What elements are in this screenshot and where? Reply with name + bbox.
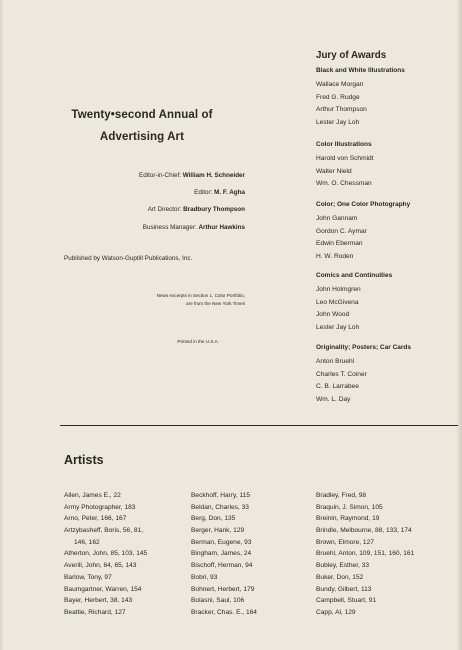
artist-entry: Bayer, Herbert, 38, 143: [64, 597, 133, 605]
artist-entry: Bischoff, Herman, 94: [191, 562, 253, 570]
jury-member: John Gannam: [316, 215, 358, 222]
artist-entry: Capp, Al, 129: [316, 608, 356, 616]
artist-entry: Barlow, Tony, 97: [64, 573, 112, 581]
editorial-credits: [40, 171, 245, 240]
artist-entry: Averill, John, 64, 65, 143: [64, 562, 137, 570]
jury-section: [316, 200, 458, 265]
news-note: [60, 292, 245, 309]
artist-entry: Army Photographer, 183: [64, 503, 136, 511]
jury-section-heading: Color; One Color Photography: [316, 201, 411, 208]
credit-label: Editor:: [194, 189, 215, 197]
jury-member: Arthur Thompson: [316, 106, 367, 114]
title-line: Twenty•second Annual of: [71, 109, 213, 121]
jury-member: Anton Bruehl: [316, 358, 355, 365]
artist-entry: Bohnert, Herbert, 179: [191, 585, 255, 593]
credit-art-director: [40, 205, 245, 222]
artist-entry: Beckhoff, Harry, 115: [191, 492, 251, 499]
artist-entry: Bundy, Gilbert, 113: [316, 585, 372, 593]
printed-in-usa: Printed in the U.S.A.: [177, 339, 219, 344]
artist-entry: Berg, Don, 135: [191, 515, 236, 523]
credit-name: Bradbury Thompson: [183, 206, 245, 214]
artist-entry: Artzybasheff, Boris, 56, 81,: [64, 527, 144, 535]
news-note-line: are from the New York Times: [186, 301, 245, 307]
jury-member: Charles T. Coiner: [316, 370, 367, 378]
artist-entry: Atherton, John, 85, 103, 145: [64, 550, 148, 558]
artist-entry: Breinin, Raymond, 19: [316, 515, 380, 523]
jury-section: [316, 66, 458, 131]
jury-member: Harold von Schmidt: [316, 155, 374, 162]
credit-label: Business Manager:: [142, 223, 199, 231]
artist-entry: Beattie, Richard, 127: [64, 608, 126, 616]
title-line: Advertising Art: [99, 131, 185, 143]
jury-section: [316, 271, 458, 336]
credit-business-manager: [40, 223, 245, 240]
artist-entry: Buker, Don, 152: [316, 573, 364, 581]
artists-column: [316, 491, 458, 620]
publisher-line: Published by Watson-Guptill Publications, Inc.: [64, 255, 193, 262]
jury-section: [316, 140, 458, 192]
credit-name: William H. Schneider: [182, 172, 245, 179]
jury-section-heading: Originality; Posters; Car Cards: [316, 344, 411, 351]
artist-entry: Bruehl, Anton, 109, 151, 160, 161: [316, 550, 415, 558]
artist-entry: Bracker, Chas. E., 164: [191, 608, 257, 616]
artist-entry: Brown, Elmore, 127: [316, 538, 374, 546]
artist-entry-continuation: 146, 162: [74, 538, 100, 546]
artist-entry: Berman, Eugene, 93: [191, 538, 252, 546]
jury-section-heading: Comics and Continuities: [316, 272, 393, 279]
artist-entry: Bingham, James, 24: [191, 550, 252, 558]
artist-entry: Baumgartner, Warren, 154: [64, 585, 142, 593]
jury-section-heading: Black and White Illustrations: [316, 67, 405, 74]
artists-column: [64, 491, 188, 620]
credit-editor: [40, 188, 245, 205]
jury-member: Walter Nield: [316, 167, 352, 175]
credit-name: M. F. Agha: [214, 189, 245, 197]
credit-label: Art Director:: [147, 206, 184, 214]
book-title: [62, 104, 222, 148]
jury-of-awards: [316, 49, 458, 404]
artist-entry: Campbell, Stuart, 91: [316, 597, 377, 605]
artist-entry: Bradley, Fred, 98: [316, 492, 367, 499]
artist-entry: Berger, Hank, 129: [191, 527, 245, 535]
artists-heading: Artists: [64, 453, 104, 467]
jury-member: Lester Jay Loh: [316, 324, 360, 332]
jury-member: Wm. L. Day: [316, 396, 351, 404]
artist-entry: Bubley, Esther, 33: [316, 562, 370, 570]
jury-member: Edwin Eberman: [316, 240, 363, 248]
artist-entry: Braquin, J. Simon, 105: [316, 503, 383, 511]
news-note-line: News excerpts in Section 1, Color Portfolio,: [156, 293, 245, 298]
artist-entry: Bobri, 93: [191, 573, 218, 581]
jury-title: Jury of Awards: [316, 50, 387, 61]
jury-member: Lester Jay Loh: [316, 119, 360, 127]
artists-column: [191, 491, 311, 620]
section-divider: [60, 425, 458, 426]
artist-entry: Brindle, Melbourne, 88, 133, 174: [316, 527, 412, 535]
jury-section: [316, 343, 458, 408]
page-edge-shadow: [0, 0, 4, 650]
jury-member: John Wood: [316, 311, 350, 319]
artist-entry: Allen, James E., 22: [64, 492, 121, 499]
jury-member: John Holmgren: [316, 286, 361, 293]
artist-entry: Bolasni, Saul, 106: [191, 597, 245, 605]
jury-member: Wallace Morgan: [316, 81, 364, 88]
credit-label: Editor-in-Chief:: [139, 172, 183, 179]
credit-name: Arthur Hawkins: [198, 223, 245, 231]
artist-entry: Arno, Peter, 166, 167: [64, 515, 127, 523]
jury-member: C. B. Larrabee: [316, 383, 359, 391]
jury-member: Leo McGivena: [316, 298, 359, 306]
jury-member: H. W. Roden: [316, 253, 354, 261]
jury-member: Wm. O. Chessman: [316, 180, 372, 188]
jury-member: Fred G. Rudge: [316, 93, 360, 101]
artist-entry: Beldan, Charles, 33: [191, 503, 249, 511]
jury-member: Gordon C. Aymar: [316, 227, 367, 235]
credit-editor-in-chief: [40, 171, 245, 188]
jury-section-heading: Color Illustrations: [316, 141, 372, 148]
